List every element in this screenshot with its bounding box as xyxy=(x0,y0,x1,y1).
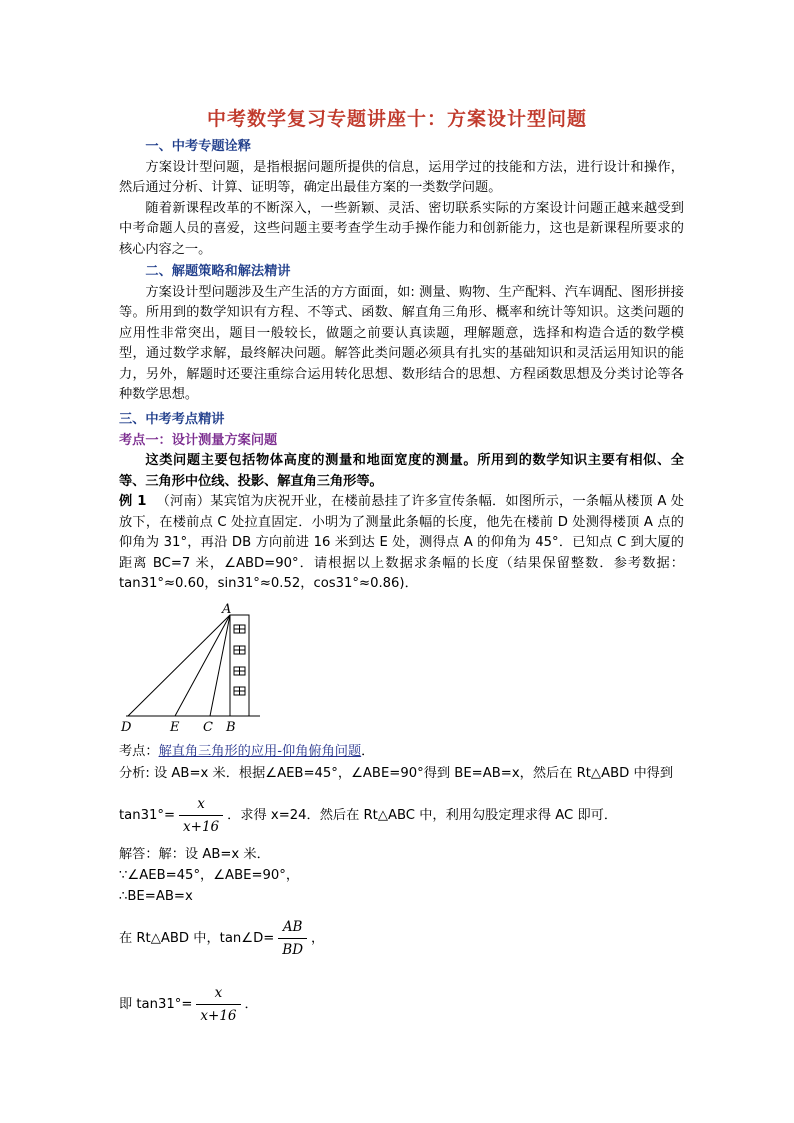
kaodian-line xyxy=(119,742,374,762)
section-1 xyxy=(119,137,684,260)
tan-d-line xyxy=(119,917,324,960)
example-1 xyxy=(119,492,684,595)
point-1-description: 这类问题主要包括物体高度的测量和地面宽度的测量。所用到的数学知识主要有相似、全等、三角形中位线、投影、解直角三角形等。 xyxy=(119,453,684,489)
kaodian-link[interactable]: 解直角三角形的应用-仰角俯角问题 xyxy=(158,744,362,759)
section-2 xyxy=(119,262,684,406)
tan-prefix: tan31°= xyxy=(119,807,176,823)
label-A: A xyxy=(222,602,232,617)
fraction-numerator: AB xyxy=(282,919,303,935)
because-line: ∵∠AEB=45°，∠ABE=90°， xyxy=(119,868,300,883)
label-D: D xyxy=(121,720,132,735)
fraction-numerator: x xyxy=(197,796,205,812)
point-1-heading: 考点一：设计测量方案问题 xyxy=(119,432,278,448)
fraction-denominator: x+16 xyxy=(179,815,223,837)
line-AE xyxy=(175,615,230,716)
in-rt-text: 在 Rt△ABD 中，tan∠D= xyxy=(119,930,275,946)
section-1-heading: 一、中考专题诠释 xyxy=(145,139,251,154)
line-AC xyxy=(210,615,230,716)
page-title: 中考数学复习专题讲座十：方案设计型问题 xyxy=(206,108,587,130)
fraction-x-over-x16-2 xyxy=(196,983,240,1026)
ji-end: ． xyxy=(244,996,258,1012)
analysis-formula-line xyxy=(119,794,617,837)
building-windows xyxy=(234,625,245,695)
geometry-figure xyxy=(112,600,272,736)
answer-start: 解答：解：设 AB=x 米． xyxy=(119,847,270,862)
fraction-ab-over-bd xyxy=(278,917,307,960)
line-AD xyxy=(128,615,230,716)
fraction-denominator: BD xyxy=(278,938,307,960)
analysis-line: 分析: 设 AB=x 米．根据∠AEB=45°，∠ABE=90°得到 BE=AB=x，然后在 Rt△ABD 中得到 xyxy=(119,766,674,781)
kaodian-end: ． xyxy=(361,744,375,759)
section-2-paragraph: 方案设计型问题涉及生产生活的方方面面，如: 测量、购物、生产配料、汽车调配、图形拼接等。所用到的数学知识有方程、不等式、函数、解直角三角形、概率和统计等知识。这类问题的应用性非常突出，题目一般较长，做题之前要认真读题，理解题意，选择和构造合适的数学模型，通过数学求解，最终解决问题。解答此类问题必须具有扎实的基础知识和灵活运用知识的能力，另外，解题时还要注重综合运用转化思想、数形结合的思想、方程函数思想及分类讨论等各种数学思想。 xyxy=(119,284,684,402)
label-E: E xyxy=(170,720,180,735)
fraction-x-over-x16 xyxy=(179,794,223,837)
therefore-line: ∴BE=AB=x xyxy=(119,889,193,904)
analysis-tail: ．求得 x=24．然后在 Rt△ABC 中，利用勾股定理求得 AC 即可． xyxy=(227,807,618,823)
fraction-denominator: x+16 xyxy=(196,1004,240,1026)
section-3 xyxy=(119,410,684,492)
comma: ， xyxy=(311,930,325,946)
example-1-body: （河南）某宾馆为庆祝开业，在楼前悬挂了许多宣传条幅．如图所示，一条幅从楼顶 A 处放下，在楼前点 C 处拉直固定．小明为了测量此条幅的长度，他先在楼前 D 处测得楼顶 A 点的仰角为 31°，再沿 DB 方向前进 16 米到达 E 处，测得点 A 的仰角为 45°．已知点 C 到大厦的距离 BC=7 米，∠ABD=90°．请根据以上数据求条幅的长度（结果保留整数．参考数据：tan31°≈0.60，sin31°≈0.52，cos31°≈0.86)． xyxy=(119,494,684,591)
section-1-paragraph-2: 随着新课程改革的不断深入，一些新颖、灵活、密切联系实际的方案设计问题正越来越受到中考命题人员的喜爱，这些问题主要考查学生动手操作能力和创新能力，这也是新课程所要求的核心内容之一。 xyxy=(119,200,684,257)
kaodian-label: 考点： xyxy=(119,744,159,759)
section-2-heading: 二、解题策略和解法精讲 xyxy=(145,264,291,279)
label-B: B xyxy=(226,720,236,735)
label-C: C xyxy=(203,720,213,735)
ji-prefix: 即 tan31°= xyxy=(119,996,193,1012)
fraction-numerator: x xyxy=(214,985,223,1001)
example-1-text xyxy=(119,492,684,595)
example-1-label: 例 1 xyxy=(119,494,147,509)
section-3-heading: 三、中考考点精讲 xyxy=(119,412,225,427)
section-1-paragraph-1: 方案设计型问题，是指根据问题所提供的信息，运用学过的技能和方法，进行设计和操作，然后通过分析、计算、证明等，确定出最佳方案的一类数学问题。 xyxy=(119,159,684,195)
ji-line xyxy=(119,983,258,1026)
